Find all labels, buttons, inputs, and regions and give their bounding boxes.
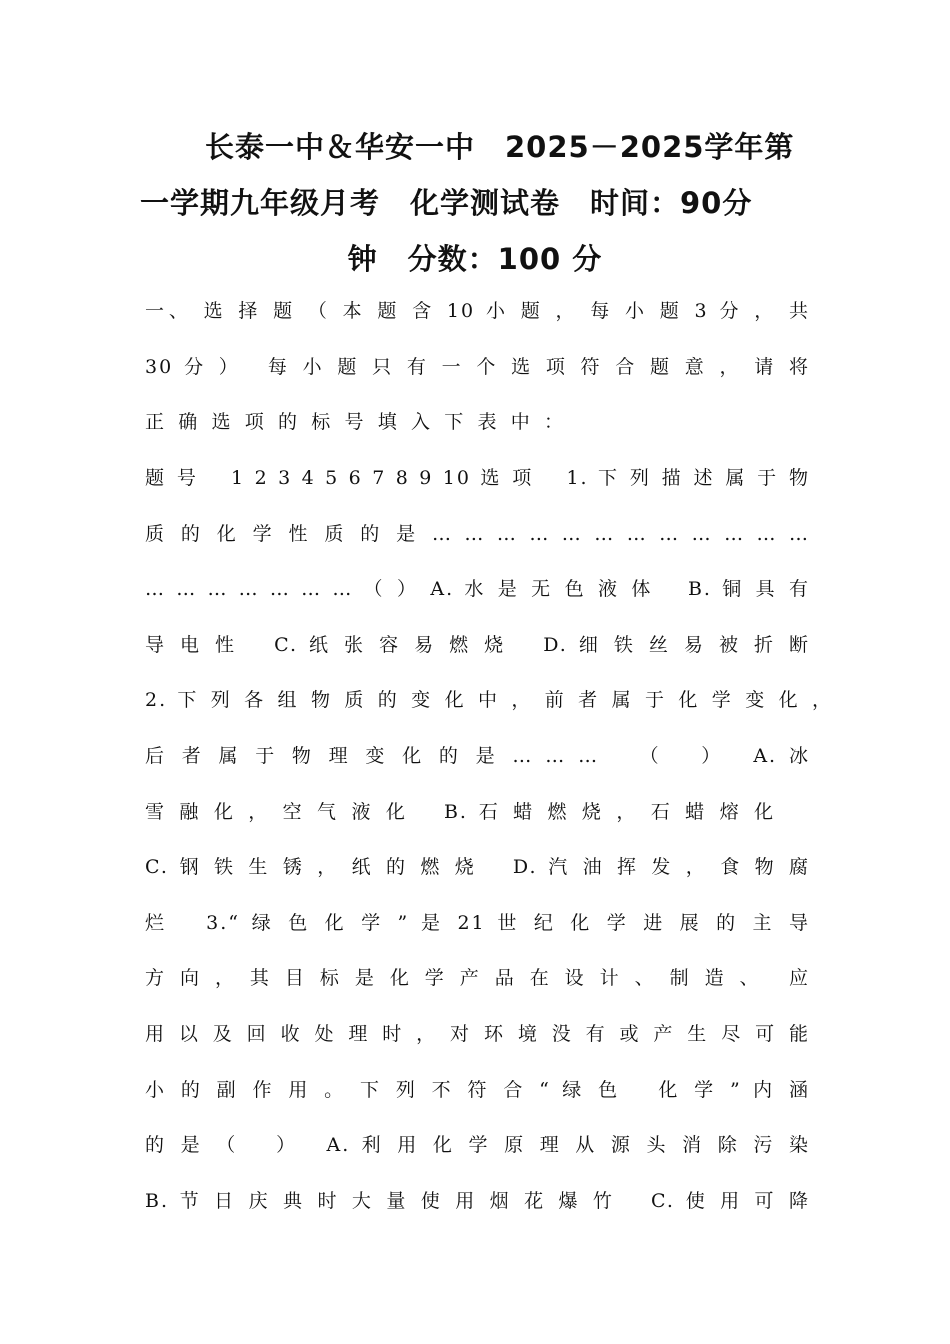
- section-heading-line: 一、 选 择 题 （ 本 题 含 10 小 题 ， 每 小 题 3 分 ， 共: [145, 300, 810, 322]
- question-line: 2. 下 列 各 组 物 质 的 变 化 中 ， 前 者 属 于 化 学 变 化 ，: [145, 689, 833, 711]
- question-line: 方 向 ， 其 目 标 是 化 学 产 品 在 设 计 、 制 造 、 应: [145, 967, 810, 989]
- answer-table-line: 题 号 1 2 3 4 5 6 7 8 9 10 选 项 1. 下 列 描 述 属 于 物: [145, 467, 810, 489]
- instruction-line: 正 确 选 项 的 标 号 填 入 下 表 中 ：: [145, 411, 565, 433]
- exam-title-line-3: 钟 分数：100 分: [347, 242, 603, 276]
- question-line: B. 节 日 庆 典 时 大 量 使 用 烟 花 爆 竹 C. 使 用 可 降: [145, 1190, 810, 1212]
- question-line: 的 是 （ ） A. 利 用 化 学 原 理 从 源 头 消 除 污 染: [145, 1134, 810, 1156]
- question-line: 后 者 属 于 物 理 变 化 的 是 … … … （ ） A. 冰: [145, 745, 810, 767]
- question-line: 用 以 及 回 收 处 理 时 ， 对 环 境 没 有 或 产 生 尽 可 能: [145, 1023, 810, 1045]
- question-line: 质 的 化 学 性 质 的 是 … … … … … … … … … … … …: [145, 523, 810, 545]
- question-line: C. 钢 铁 生 锈 ， 纸 的 燃 烧 D. 汽 油 挥 发 ， 食 物 腐: [145, 856, 810, 878]
- exam-title-line-2: 一学期九年级月考 化学测试卷 时间：90分: [140, 186, 753, 220]
- question-line: 导 电 性 C. 纸 张 容 易 燃 烧 D. 细 铁 丝 易 被 折 断: [145, 634, 810, 656]
- instruction-line: 30 分 ） 每 小 题 只 有 一 个 选 项 符 合 题 意 ， 请 将: [145, 356, 810, 378]
- question-line: … … … … … … … （ ） A. 水 是 无 色 液 体 B. 铜 具 有: [145, 578, 810, 600]
- exam-title-line-1: 长泰一中＆华安一中 2025－2025学年第: [205, 130, 795, 164]
- question-line: 雪 融 化 ， 空 气 液 化 B. 石 蜡 燃 烧 ， 石 蜡 熔 化: [145, 801, 775, 823]
- question-line: 小 的 副 作 用 。 下 列 不 符 合 “ 绿 色 化 学 ” 内 涵: [145, 1079, 810, 1101]
- question-line: 烂 3.“ 绿 色 化 学 ” 是 21 世 纪 化 学 进 展 的 主 导: [145, 912, 810, 934]
